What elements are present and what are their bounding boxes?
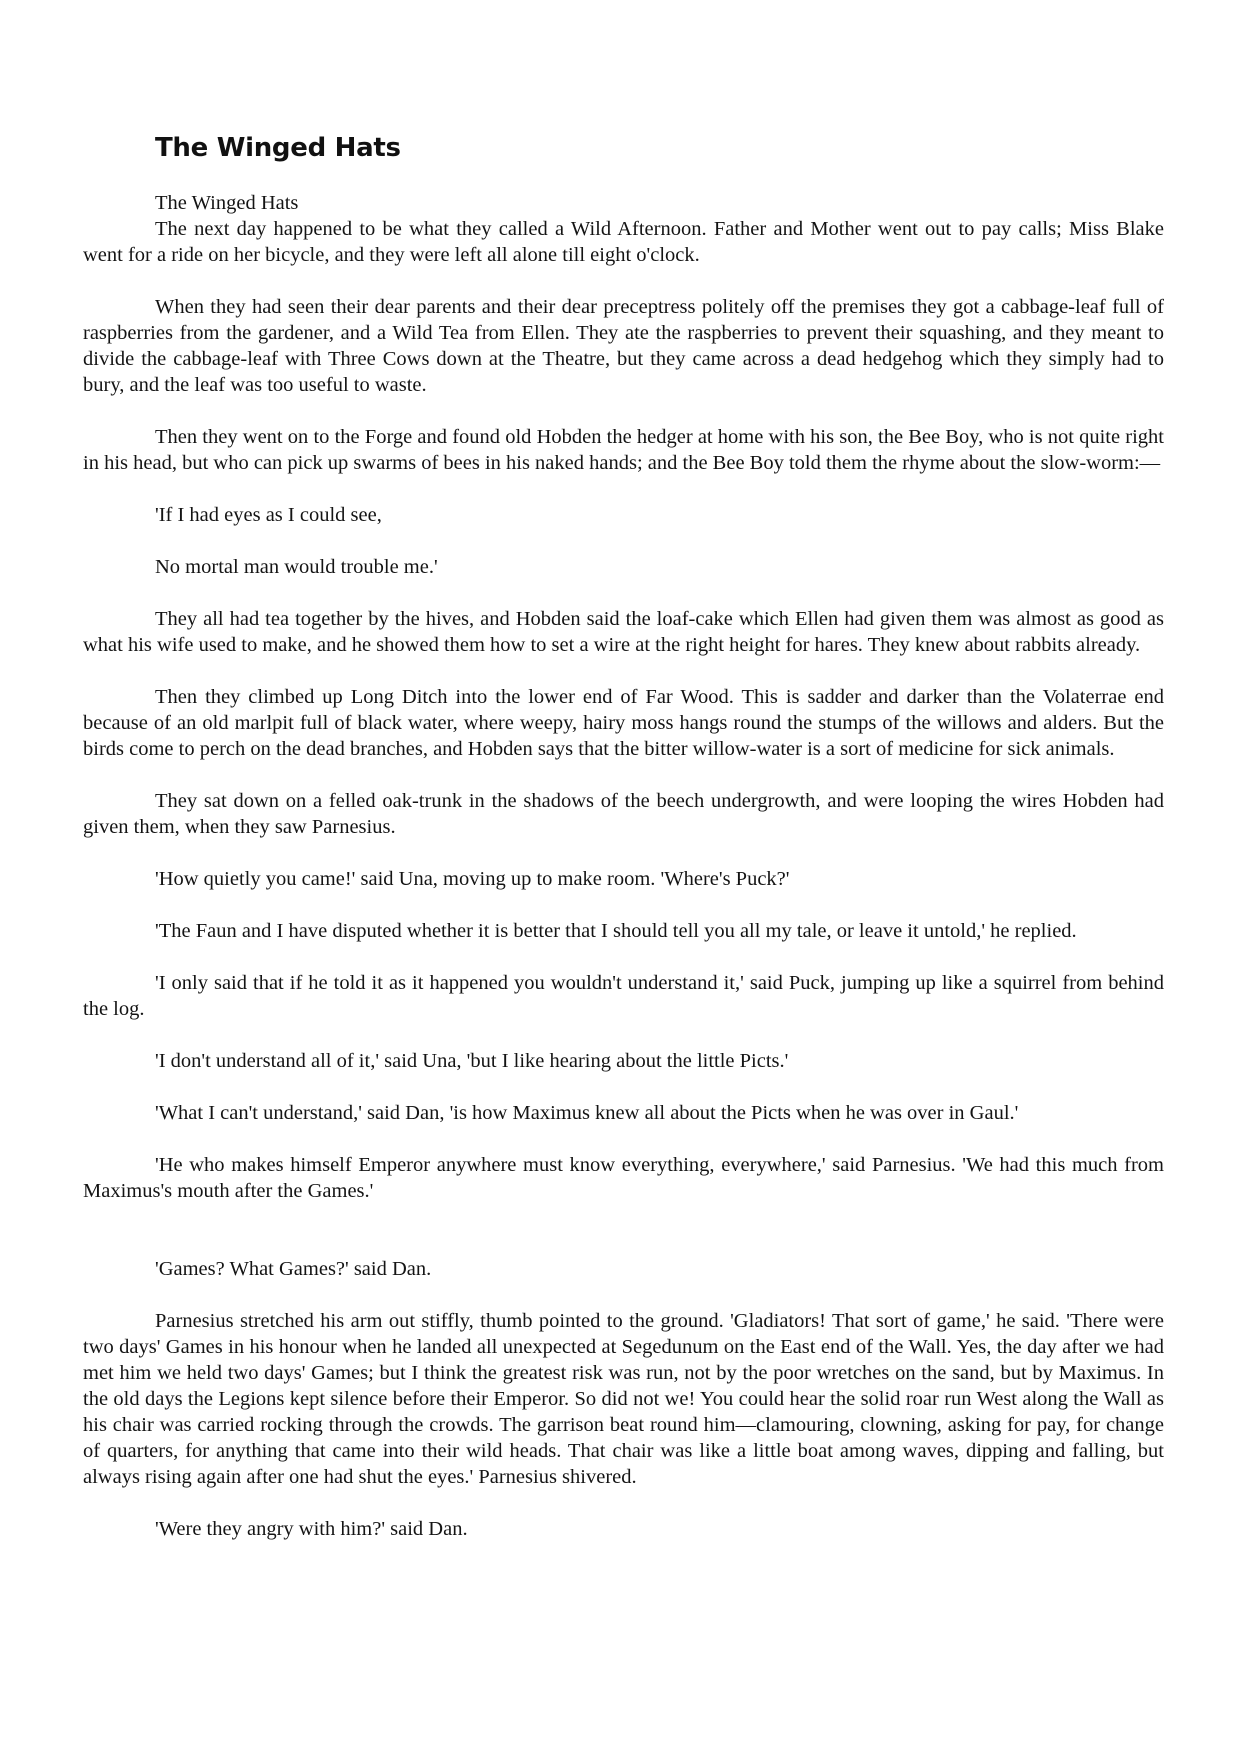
- paragraph: 'He who makes himself Emperor anywhere must know everything, everywhere,' said Parnesius. 'We had this much from Maximus's mouth after the Games.': [83, 1154, 1164, 1202]
- paragraph: 'Were they angry with him?' said Dan.: [155, 1518, 468, 1540]
- paragraph: The next day happened to be what they called a Wild Afternoon. Father and Mother went out to pay calls; Miss Blake went for a ride on her bicycle, and they were left all alone till eight o'clock.: [83, 218, 1164, 266]
- paragraph: Parnesius stretched his arm out stiffly, thumb pointed to the ground. 'Gladiators! That sort of game,' he said. 'There were two days' Games in his honour when he landed all unexpected at Segedunum on the East end of the Wall. Yes, the day after we had met him we held two days' Games; but I think the greatest risk was run, not by the poor wretches on the sand, but by Maximus. In the old days the Legions kept silence before their Emperor. So did not we! You could hear the solid roar run West along the Wall as his chair was carried rocking through the crowds. The garrison beat round him—clamouring, clowning, asking for pay, for change of quarters, for anything that came into their wild heads. That chair was like a little boat among waves, dipping and falling, but always rising again after one had shut the eyes.' Parnesius shivered.: [83, 1310, 1164, 1488]
- body-text: [83, 190, 1164, 1542]
- paragraph: Then they climbed up Long Ditch into the lower end of Far Wood. This is sadder and darker than the Volaterrae end because of an old marlpit full of black water, where weepy, hairy moss hangs round the stumps of the willows and alders. But the birds come to perch on the dead branches, and Hobden says that the bitter willow-water is a sort of medicine for sick animals.: [83, 686, 1164, 760]
- paragraph: 'Games? What Games?' said Dan.: [155, 1258, 432, 1280]
- paragraph: 'How quietly you came!' said Una, moving up to make room. 'Where's Puck?': [155, 868, 790, 890]
- paragraph: Then they went on to the Forge and found old Hobden the hedger at home with his son, the Bee Boy, who is not quite right in his head, but who can pick up swarms of bees in his naked hands; and the Bee Boy told them the rhyme about the slow-worm:—: [83, 426, 1164, 474]
- paragraph: 'What I can't understand,' said Dan, 'is how Maximus knew all about the Picts when he was over in Gaul.': [155, 1102, 1019, 1124]
- chapter-heading: The Winged Hats: [155, 133, 401, 163]
- paragraph: They all had tea together by the hives, and Hobden said the loaf-cake which Ellen had given them was almost as good as what his wife used to make, and he showed them how to set a wire at the right height for hares. They knew about rabbits already.: [83, 608, 1164, 656]
- paragraph: 'I only said that if he told it as it happened you wouldn't understand it,' said Puck, jumping up like a squirrel from behind the log.: [83, 972, 1164, 1020]
- paragraph: 'The Faun and I have disputed whether it is better that I should tell you all my tale, or leave it untold,' he replied.: [155, 920, 1077, 942]
- verse-line: 'If I had eyes as I could see,: [155, 504, 382, 526]
- verse-line: No mortal man would trouble me.': [155, 556, 438, 578]
- paragraph: They sat down on a felled oak-trunk in the shadows of the beech undergrowth, and were looping the wires Hobden had given them, when they saw Parnesius.: [83, 790, 1164, 838]
- chapter-subtitle: The Winged Hats: [155, 192, 299, 214]
- paragraph: When they had seen their dear parents and their dear preceptress politely off the premises they got a cabbage-leaf full of raspberries from the gardener, and a Wild Tea from Ellen. They ate the raspberries to prevent their squashing, and they meant to divide the cabbage-leaf with Three Cows down at the Theatre, but they came across a dead hedgehog which they simply had to bury, and the leaf was too useful to waste.: [83, 296, 1164, 396]
- paragraph: 'I don't understand all of it,' said Una, 'but I like hearing about the little Picts.': [155, 1050, 789, 1072]
